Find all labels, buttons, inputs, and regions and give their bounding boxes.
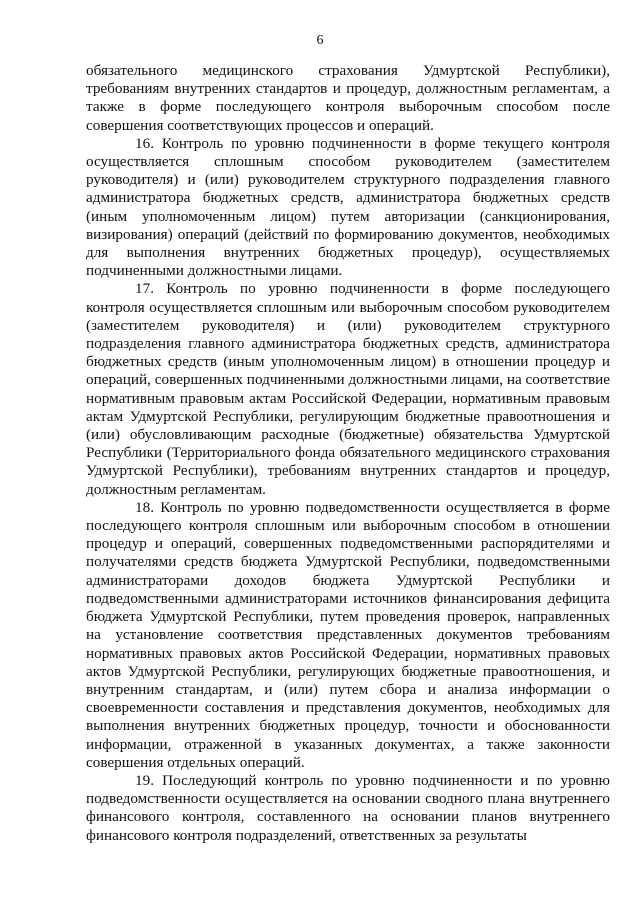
paragraph-16: 16. Контроль по уровню подчиненности в форме текущего контроля осуществляется сплошным способом руководителем (заместителем руководителя) и (или) руководителем структурного подразделения главного администратора бюджетных средств, администратора бюджетных средств (иным уполномоченным лицом) путем авторизации (санкционирования, визирования) операций (действий по формированию документов, необходимых для выполнения внутренних бюджетных процедур), осуществляемых подчиненными должностными лицами. bbox=[86, 134, 610, 280]
paragraph-17: 17. Контроль по уровню подчиненности в форме последующего контроля осуществляется сплошным или выборочным способом руководителем (заместителем руководителя) и (или) руководителем структурного подразделения главного администратора бюджетных средств, администратора бюджетных средств (иным уполномоченным лицом) в отношении процедур и операций, совершенных подчиненными должностными лицами, на соответствие нормативным правовым актам Российской Федерации, нормативным правовым актам Удмуртской Республики, регулирующим бюджетные правоотношения и (или) обусловливающим расходные (бюджетные) обязательства Удмуртской Республики (Территориального фонда обязательного медицинского страхования Удмуртской Республики), требованиям внутренних стандартов и процедур, должностным регламентам. bbox=[86, 280, 610, 498]
page-number: 6 bbox=[316, 33, 324, 48]
paragraph-continuation: обязательного медицинского страхования Удмуртской Республики), требованиям внутренних стандартов и процедур, должностным регламентам, а также в форме последующего контроля выборочным способом после совершения соответствующих процессов и операций. bbox=[86, 62, 610, 134]
paragraph-18: 18. Контроль по уровню подведомственности осуществляется в форме последующего контроля сплошным или выборочным способом в отношении процедур и операций, совершенных подведомственными распорядителями и получателями средств бюджета Удмуртской Республики, подведомственными администраторами доходов бюджета Удмуртской Республики и подведомственными администраторами источников финансирования дефицита бюджета Удмуртской Республики, путем проведения проверок, направленных на установление соответствия представленных документов требованиям нормативных правовых актов Российской Федерации, нормативных правовых актов Удмуртской Республики, регулирующих бюджетные правоотношения, и внутренним стандартам, и (или) путем сбора и анализа информации о своевременности составления и представления документов, необходимых для выполнения внутренних бюджетных процедур, точности и обоснованности информации, отраженной в указанных документах, а также законности совершения отдельных операций. bbox=[86, 498, 610, 771]
document-body bbox=[86, 62, 610, 845]
paragraph-19: 19. Последующий контроль по уровню подчиненности и по уровню подведомственности осуществляется на основании сводного плана внутреннего финансового контроля, составленного на основании планов внутреннего финансового контроля подразделений, ответственных за результаты bbox=[86, 771, 610, 844]
